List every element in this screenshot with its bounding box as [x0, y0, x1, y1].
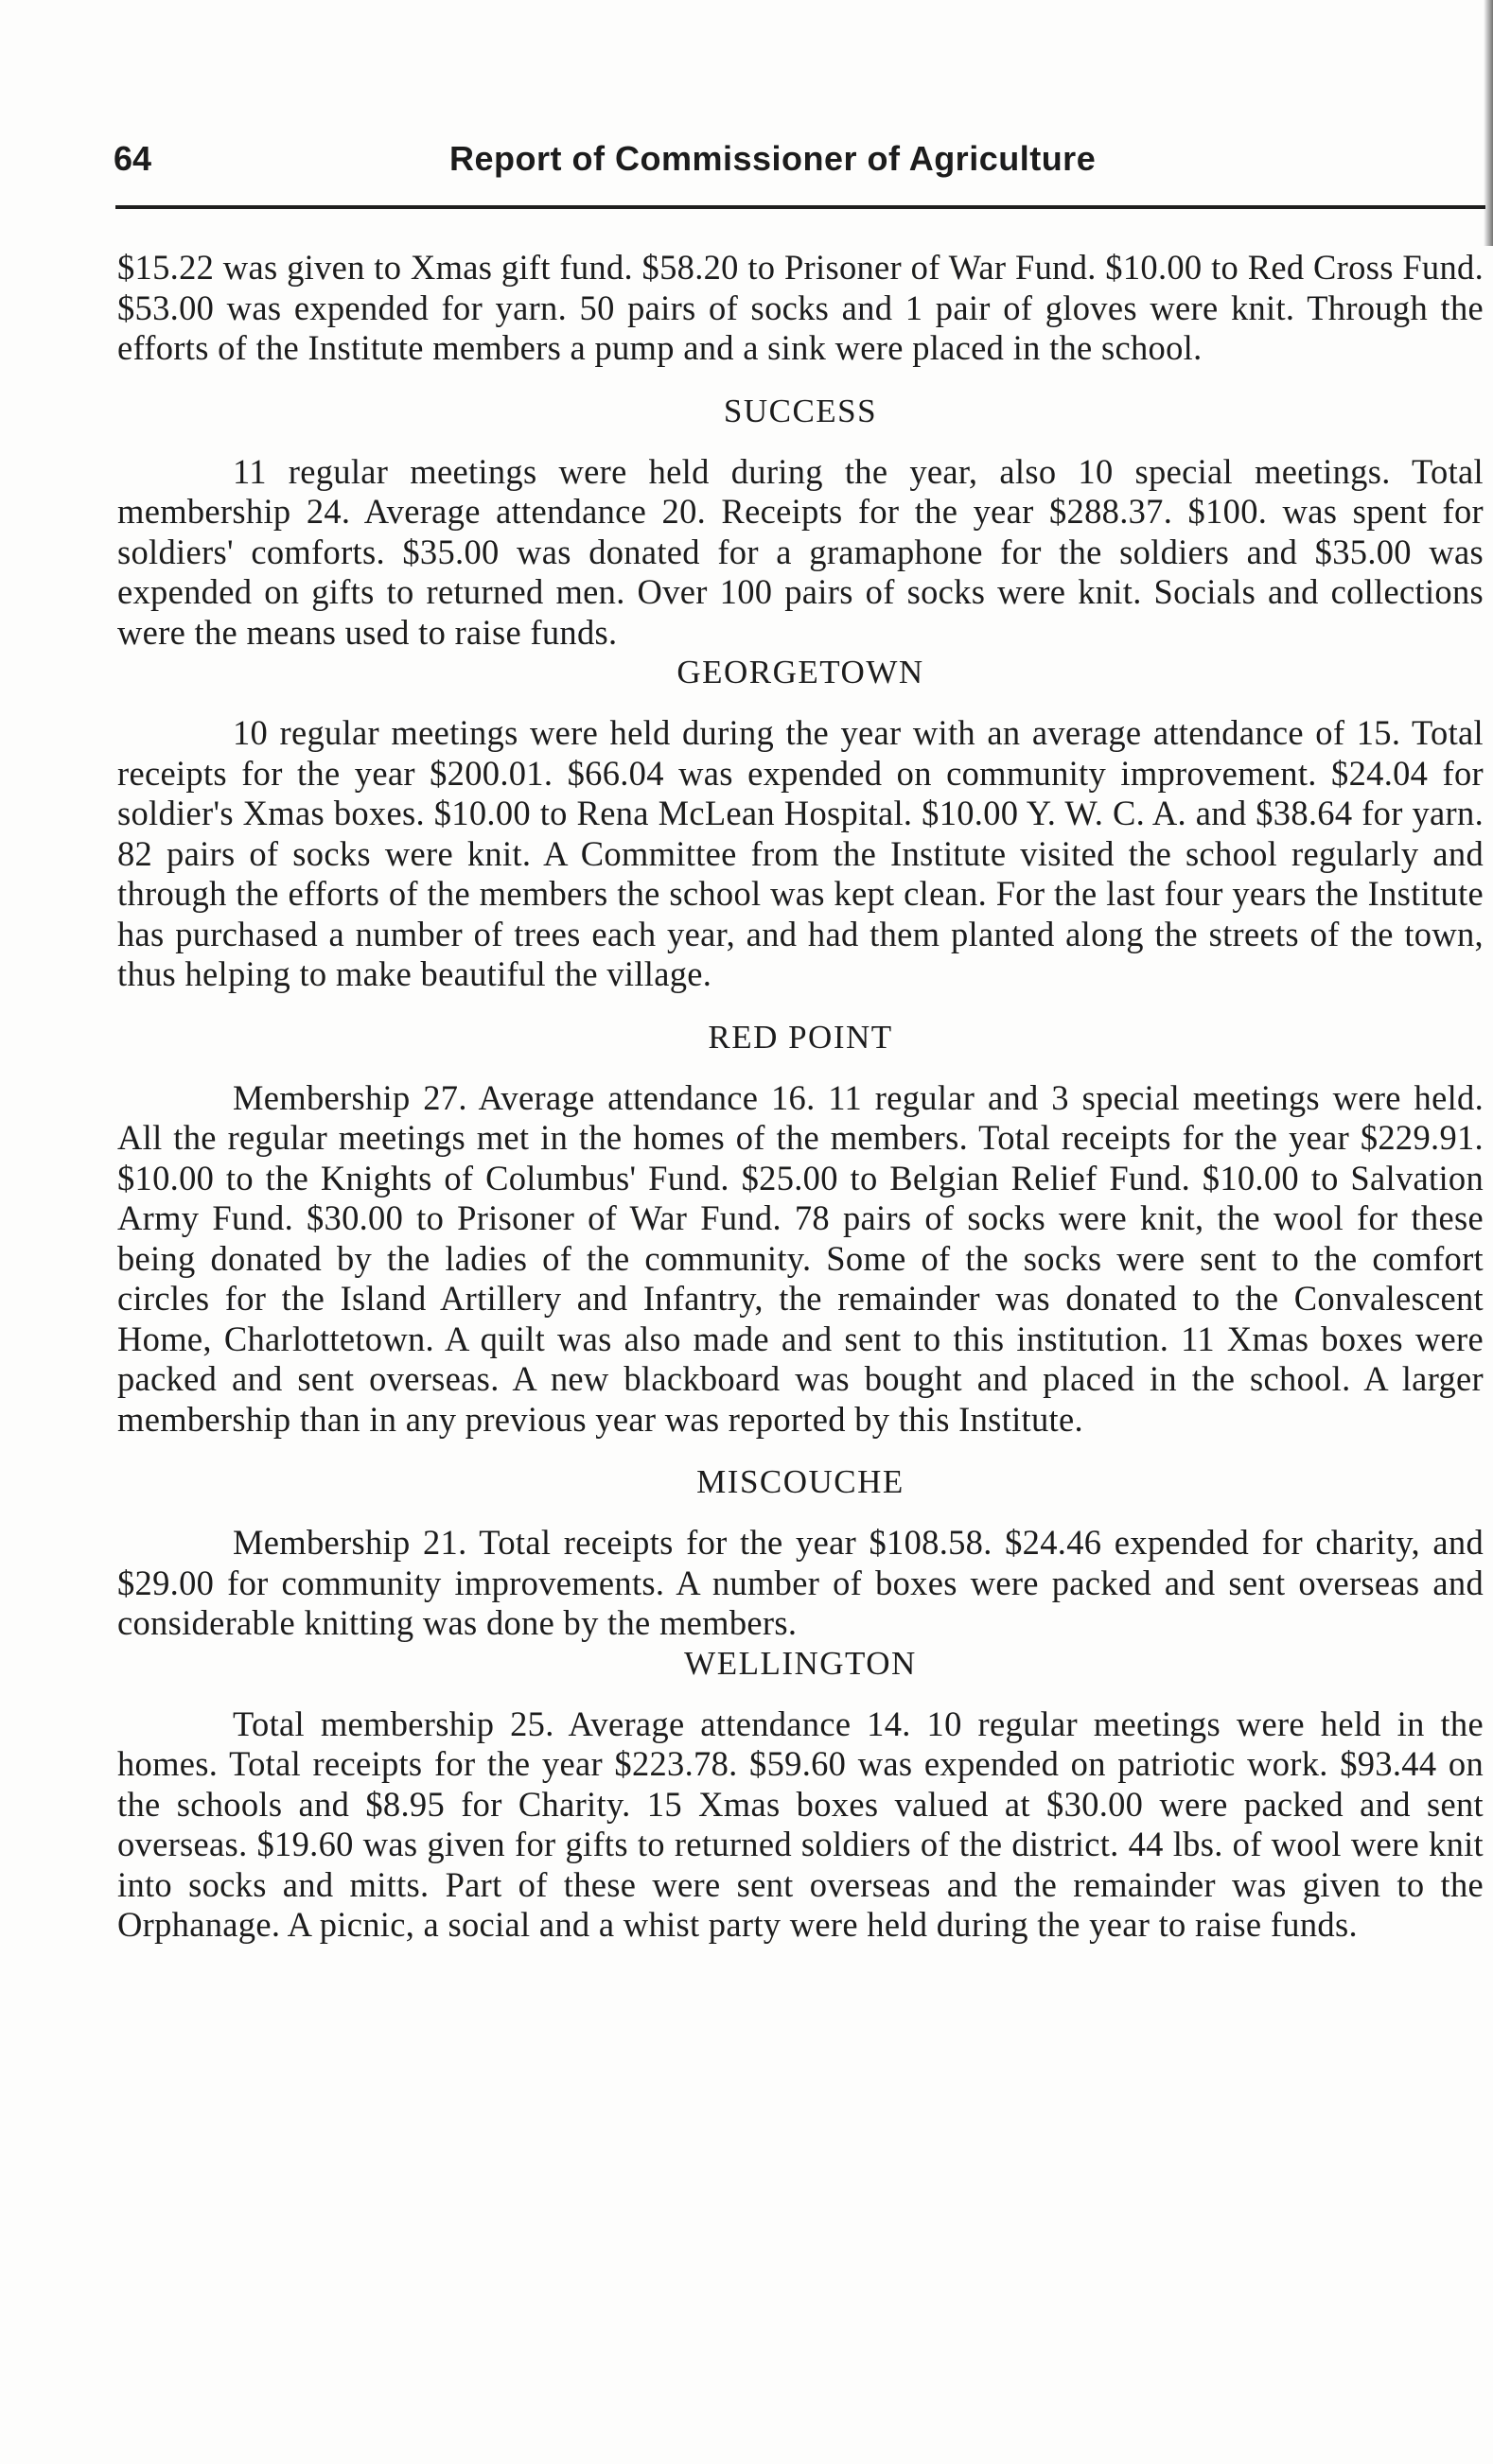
report-body: [117, 248, 1484, 1946]
page-edge-shadow: [1484, 0, 1493, 246]
intro-paragraph: $15.22 was given to Xmas gift fund. $58.20 to Prisoner of War Fund. $10.00 to Red Cross Fund. $53.00 was expended for yarn. 50 pairs of socks and 1 pair of gloves were knit. Through the efforts of the Institute members a pump and a sink were placed in the school.: [117, 248, 1484, 367]
section-heading-red-point: RED POINT: [708, 1018, 893, 1056]
wellington-paragraph: Total membership 25. Average attendance 14. 10 regular meetings were held in the homes. Total receipts for the year $223.78. $59.60 was expended on patriotic work. $93.44 on the schools and $8.95 for Charity. 15 Xmas boxes valued at $30.00 were packed and sent overseas. $19.60 was given for gifts to returned soldiers of the district. 44 lbs. of wool were knit into socks and mitts. Part of these were sent overseas and the remainder was given to the Orphanage. A picnic, a social and a whist party were held during the year to raise funds.: [117, 1704, 1484, 1944]
running-head: [114, 131, 1485, 187]
page-number: 64: [114, 139, 152, 178]
success-paragraph: 11 regular meetings were held during the year, also 10 special meetings. Total membership 24. Average attendance 20. Receipts for the year $288.37. $100. was spent for soldiers' comforts. $35.00 was donated for a gramaphone for the soldiers and $35.00 was expended on gifts to returned men. Over 100 pairs of socks were knit. Socials and collections were the means used to raise funds.: [117, 451, 1484, 652]
section-heading-wellington: WELLINGTON: [684, 1644, 917, 1682]
section-heading-success: SUCCESS: [723, 392, 878, 429]
section-heading-georgetown: GEORGETOWN: [676, 654, 924, 690]
header-rule: [115, 205, 1485, 209]
red-point-paragraph: Membership 27. Average attendance 16. 11 regular and 3 special meetings were held. All the regular meetings met in the homes of the members. Total receipts for the year $229.91. $10.00 to the Knights of Columbus' Fund. $25.00 to Belgian Relief Fund. $10.00 to Salvation Army Fund. $30.00 to Prisoner of War Fund. 78 pairs of socks were knit, the wool for these being donated by the ladies of the community. Some of the socks were sent to the comfort circles for the Island Artillery and Infantry, the remainder was donated to the Convalescent Home, Charlottetown. A quilt was also made and sent to this institution. 11 Xmas boxes were packed and sent overseas. A new blackboard was bought and placed in the school. A larger membership than in any previous year was reported by this Institute.: [117, 1077, 1484, 1439]
miscouche-paragraph: Membership 21. Total receipts for the year $108.58. $24.46 expended for charity, and $29.00 for community improvements. A number of boxes were packed and sent overseas and considerable knitting was done by the members.: [117, 1523, 1484, 1642]
georgetown-paragraph: 10 regular meetings were held during the year with an average attendance of 15. Total receipts for the year $200.01. $66.04 was expended on community improvement. $24.04 for soldier's Xmas boxes. $10.00 to Rena McLean Hospital. $10.00 Y. W. C. A. and $38.64 for yarn. 82 pairs of socks were knit. A Committee from the Institute visited the school regularly and through the efforts of the members the school was kept clean. For the last four years the Institute has purchased a number of trees each year, and had them planted along the streets of the town, thus helping to make beautiful the village.: [117, 713, 1484, 993]
section-heading-miscouche: MISCOUCHE: [696, 1463, 905, 1500]
running-title: Report of Commissioner of Agriculture: [449, 139, 1097, 178]
